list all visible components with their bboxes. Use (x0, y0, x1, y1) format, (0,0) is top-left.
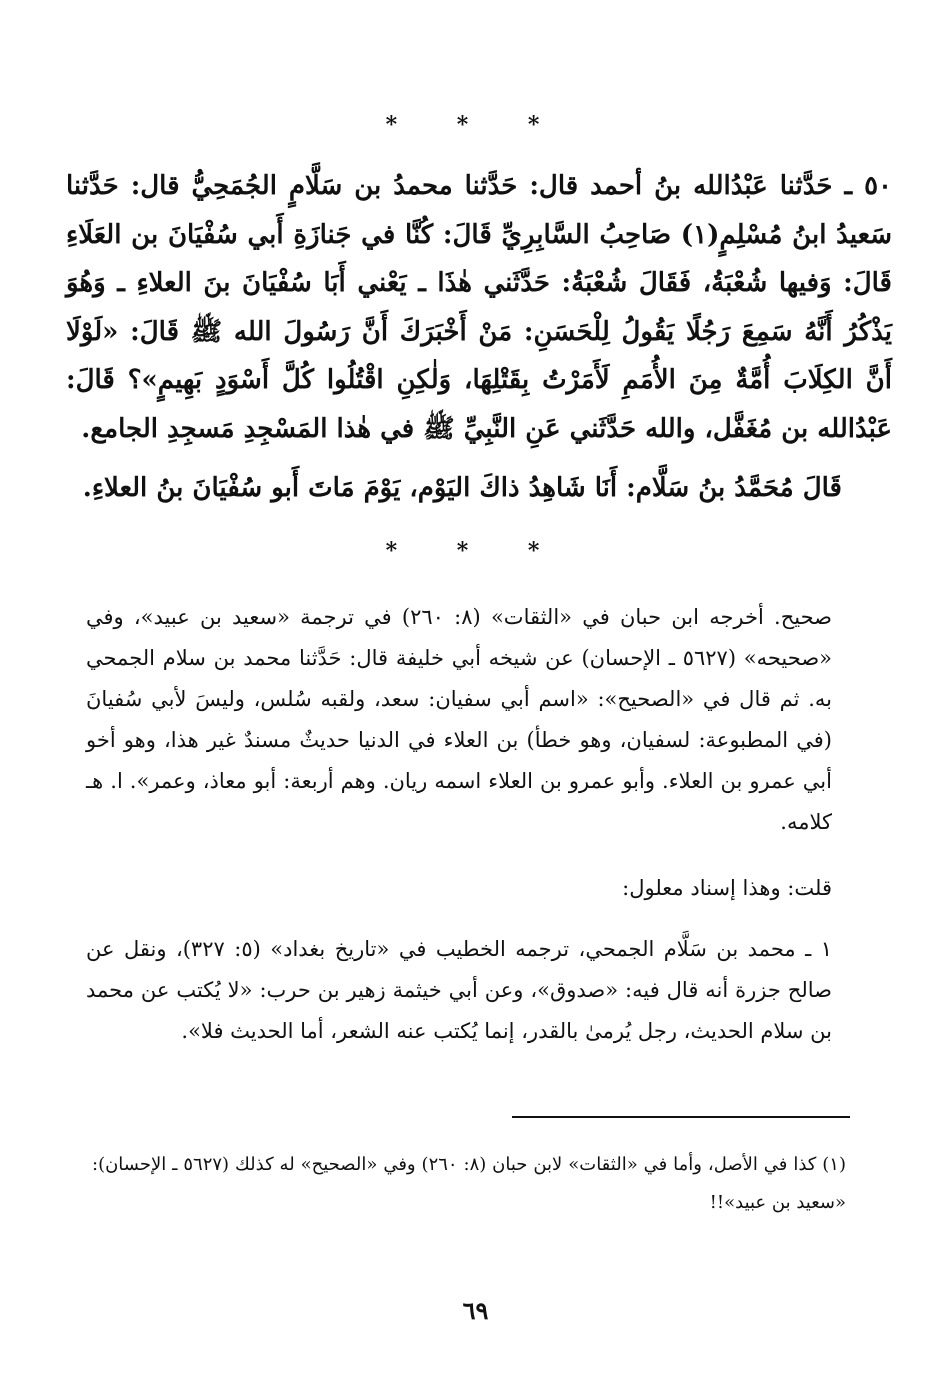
hadith-paragraph: ٥٠ ـ حَدَّثنا عَبْدُالله بنُ أحمد قال: حَدَّثنا محمدُ بن سَلَّامٍ الجُمَحِيُّ قال: حَدَّثنا سَعيدُ ابنُ مُسْلِمٍ(١) صَاحِبُ السَّابِرِيِّ قَالَ: كُنَّا في جَنازَةِ أَبي سُفْيَانَ بن العَلَاءِ قَالَ: وَفيها شُعْبَةُ، فَقَالَ شُعْبَةُ: حَدَّثَني هٰذَا ـ يَعْني أَبَا سُفْيَانَ بنَ العلاءِ ـ وَهُوَ يَذْكُرُ أَنَّهُ سَمِعَ رَجُلًا يَقُولُ لِلْحَسَنِ: مَنْ أَخْبَرَكَ أَنَّ رَسُولَ الله ﷺ قَالَ: «لَوْلَا أَنَّ الكِلَابَ أُمَّةٌ مِنَ الأُمَمِ لَأَمَرْتُ بِقَتْلِهَا، وَلٰكِنِ اقْتُلُوا كُلَّ أَسْوَدٍ بَهِيمٍ»؟ قَالَ: عَبْدُالله بن مُغَفَّل، والله حَدَّثَني عَنِ النَّبِيِّ ﷺ في هٰذا المَسْجِدِ مَسجِدِ الجامع. (66, 171, 892, 444)
footnote-divider (512, 1116, 850, 1118)
narrator-statement: قَالَ مُحَمَّدُ بنُ سَلَّام: أَنَا شَاهِدُ ذاكَ اليَوْم، يَوْمَ مَاتَ أَبو سُفْيَانَ بنُ العلاءِ. (82, 473, 842, 503)
commentary-point-1: ١ ـ محمد بن سَلَّام الجمحي، ترجمه الخطيب في «تاريخ بغداد» (٥: ٣٢٧)، ونقل عن صالح جزرة أنه قال فيه: «صدوق»، وعن أبي خيثمة زهير بن حرب: «لا يُكتب عن محمد بن سلام الحديث، رجل يُرمىٰ بالقدر، إنما يُكتب عنه الشعر، أما الحديث فلا». (86, 937, 832, 1043)
section-separator-top: * * * (385, 112, 566, 138)
footnote: (١) كذا في الأصل، وأما في «الثقات» لابن حبان (٨: ٢٦٠) وفي «الصحيح» له كذلك (٥٦٢٧ ـ الإحسان): «سعيد بن عبيد»!! (92, 1154, 846, 1213)
commentary-takhrij: صحيح. أخرجه ابن حبان في «الثقات» (٨: ٢٦٠) في ترجمة «سعيد بن عبيد»، وفي «صحيحه» (٥٦٢٧ ـ الإحسان) عن شيخه أبي خليفة قال: حَدَّثنا محمد بن سلام الجمحي به. ثم قال في «الصحيح»: «اسم أبي سفيان: سعد، ولقبه سُلس، وليسَ لأبي سُفيانَ (في المطبوعة: لسفيان، وهو خطأ) بن العلاء في الدنيا حديثٌ مسندٌ غير هذا، وهو أخو أبي عمرو بن العلاء. وأبو عمرو بن العلاء اسمه ريان. وهم أربعة: أبو معاذ، وعمر». ا. هـ كلامه. (86, 605, 833, 834)
commentary-qultu: قلت: وهذا إسناد معلول: (622, 876, 832, 900)
section-separator-middle: * * * (385, 538, 566, 564)
page-number: ٦٩ (462, 1296, 489, 1325)
